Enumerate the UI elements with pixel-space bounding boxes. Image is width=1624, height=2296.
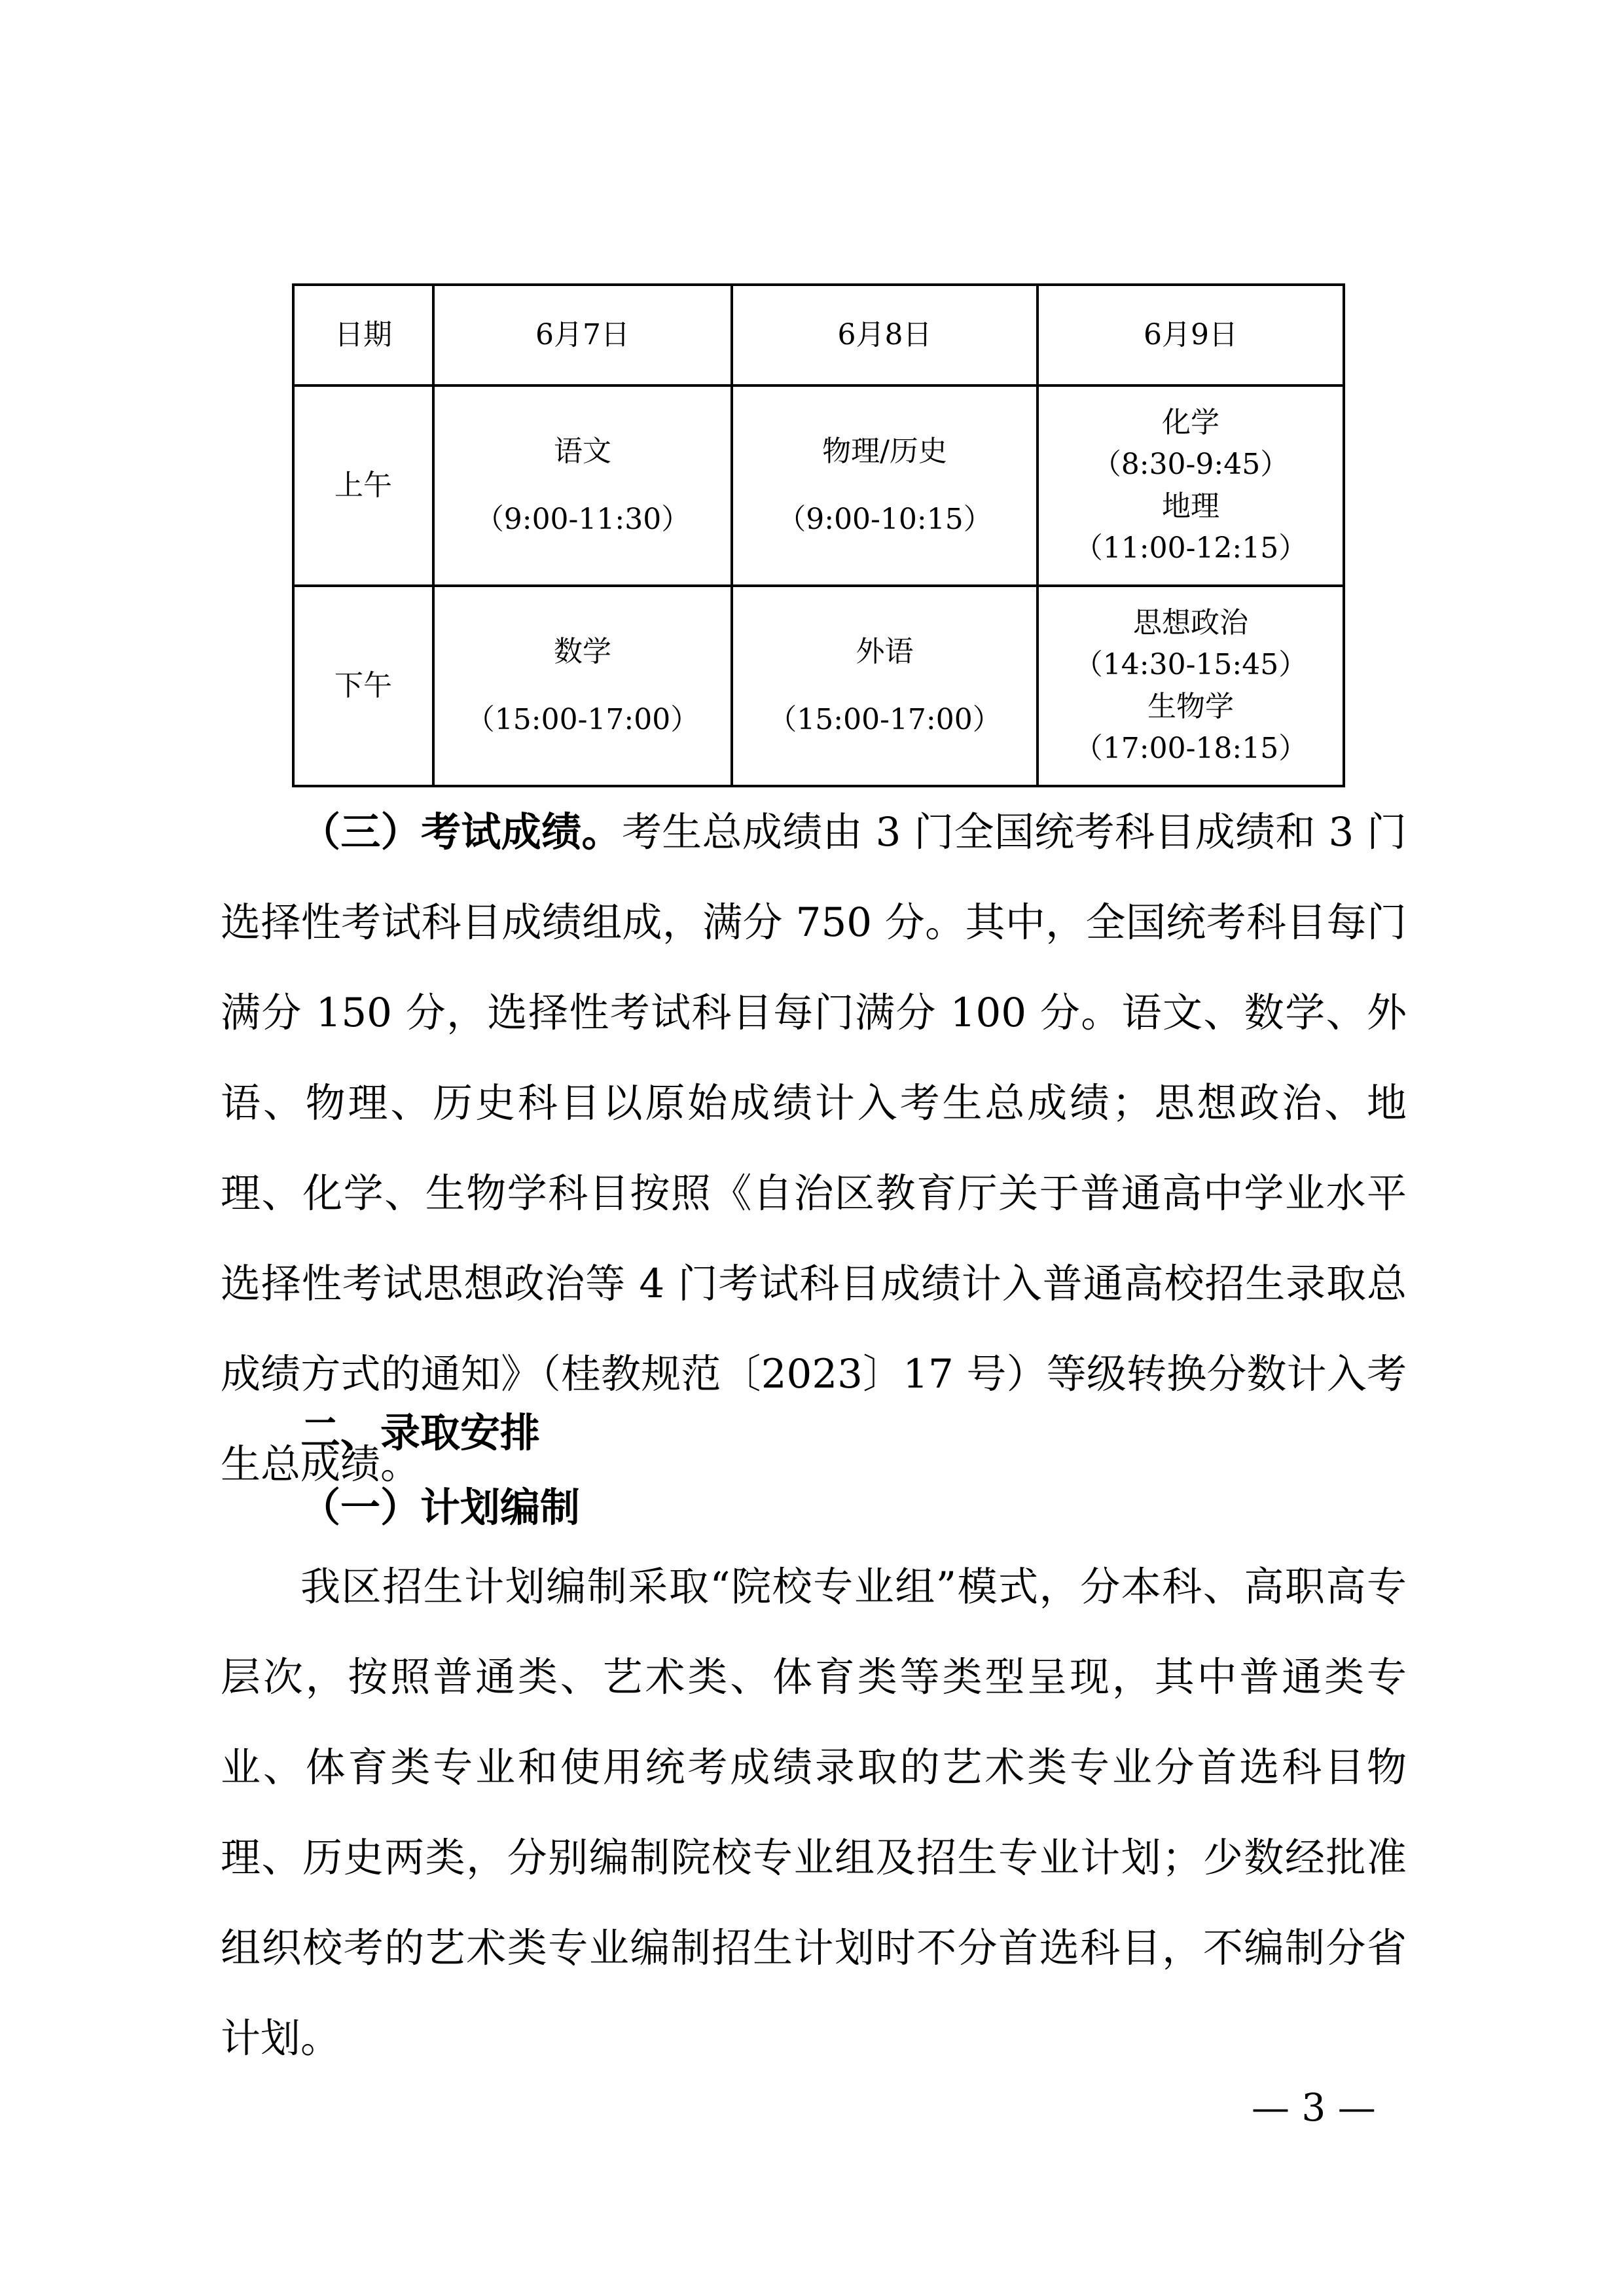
exam-time: （9:00-10:15）	[777, 503, 992, 536]
schedule-cell	[732, 386, 1038, 586]
section-lead: （三）考试成绩。	[300, 809, 622, 855]
table-row-morning	[293, 386, 1344, 586]
subject-name: 语文	[554, 435, 611, 468]
section-body: 考生总成绩由 3 门全国统考科目成绩和 3 门选择性考试科目成绩组成，满分 750 分。其中，全国统考科目每门满分 150 分，选择性考试科目每门满分 100 分。语文、数学、外语、物理、历史科目以原始成绩计入考生总成绩；思想政治、地理、化学、生物学科目按照《自治区教育厅关于普通高中学业水平选择性考试思想政治等 4 门考试科目成绩计入普通高校招生录取总成绩方式的通知》（桂教规范〔2023〕17 号）等级转换分数计入考生总成绩。	[221, 809, 1407, 1488]
cell-spacer	[733, 673, 1036, 699]
header-cell-date: 日期	[293, 285, 433, 386]
header-cell-day3: 6月9日	[1038, 285, 1344, 386]
schedule-cell	[433, 586, 732, 786]
page-number: — 3 —	[1252, 2085, 1376, 2130]
exam-time: （8:30-9:45）	[1092, 448, 1290, 481]
subject-name: 化学	[1162, 406, 1219, 439]
table-row-afternoon	[293, 586, 1344, 786]
header-cell-day1: 6月7日	[433, 285, 732, 386]
exam-time: （9:00-11:30）	[475, 503, 691, 536]
plan-paragraph: 我区招生计划编制采取“院校专业组”模式，分本科、高职高专层次，按照普通类、艺术类、体育类等类型呈现，其中普通类专业、体育类专业和使用统考成绩录取的艺术类专业分首选科目物理、历史两类，分别编制院校专业组及招生专业计划；少数经批准组织校考的艺术类专业编制招生计划时不分首选科目，不编制分省计划。	[221, 1564, 1407, 2062]
period-cell: 上午	[293, 386, 433, 586]
exam-time: （14:30-15:45）	[1074, 648, 1308, 681]
exam-time: （15:00-17:00）	[465, 703, 700, 736]
plan-subheading: （一）计划编制	[300, 1484, 581, 1531]
exam-time: （11:00-12:15）	[1074, 531, 1308, 565]
subject-name: 生物学	[1147, 690, 1234, 723]
schedule-cell	[732, 586, 1038, 786]
cell-spacer	[733, 473, 1036, 499]
schedule-cell	[1038, 586, 1344, 786]
cell-spacer	[435, 673, 731, 699]
table-header-row	[293, 285, 1344, 386]
exam-schedule-table	[292, 283, 1345, 787]
admission-heading: 二、录取安排	[300, 1410, 541, 1456]
header-cell-day2: 6月8日	[732, 285, 1038, 386]
schedule-cell	[1038, 386, 1344, 586]
cell-spacer	[435, 473, 731, 499]
subject-name: 物理/历史	[822, 435, 947, 468]
subject-name: 数学	[554, 635, 611, 668]
exam-time: （15:00-17:00）	[768, 703, 1001, 736]
subject-name: 外语	[856, 635, 914, 668]
subject-name: 地理	[1162, 490, 1219, 523]
exam-time: （17:00-18:15）	[1074, 732, 1308, 765]
period-cell: 下午	[293, 586, 433, 786]
schedule-cell	[433, 386, 732, 586]
subject-name: 思想政治	[1133, 606, 1248, 639]
